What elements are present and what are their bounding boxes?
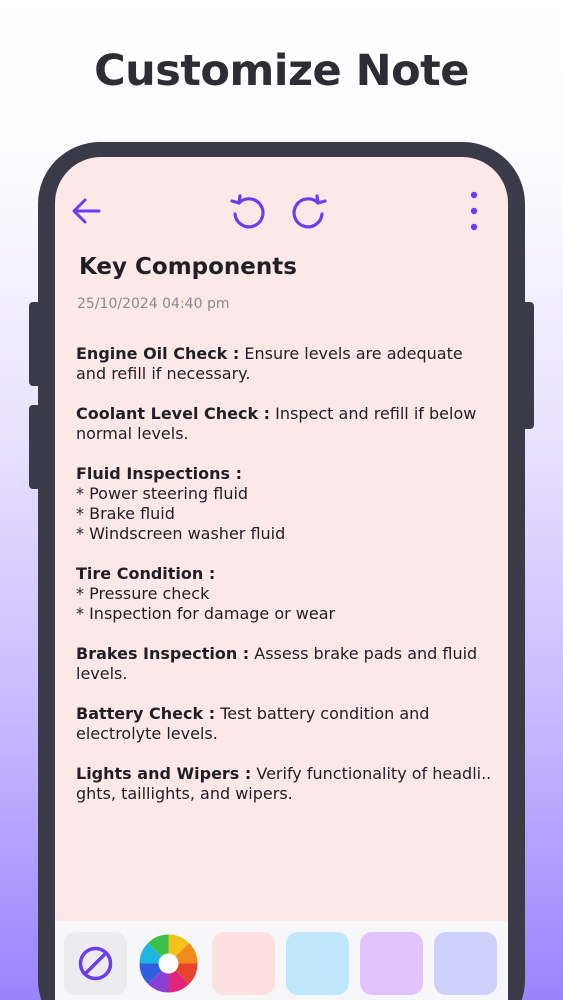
section-heading: Tire Condition :: [76, 564, 216, 583]
note-date: 25/10/2024 04:40 pm: [77, 296, 230, 312]
section-heading: Brakes Inspection :: [76, 644, 250, 663]
color-swatch-lavender[interactable]: [434, 932, 497, 995]
color-swatch-purple[interactable]: [360, 932, 423, 995]
section-heading: Battery Check :: [76, 704, 216, 723]
bullet-item: * Brake fluid: [76, 504, 175, 523]
bullet-item: * Power steering fluid: [76, 484, 249, 503]
undo-icon[interactable]: [228, 192, 268, 236]
note-title[interactable]: Key Components: [79, 254, 297, 280]
color-wheel-swatch[interactable]: [137, 932, 200, 995]
color-swatch-pink[interactable]: [212, 932, 275, 995]
no-color-icon: [64, 932, 127, 995]
promo-title: Customize Note: [94, 46, 469, 96]
note-section-battery: [76, 704, 496, 744]
section-heading: Fluid Inspections :: [76, 464, 242, 483]
section-text: Ensure levels are adequate and refill if necessary.: [76, 344, 463, 383]
note-section-coolant: [76, 404, 496, 444]
section-text: Test battery condition and electrolyte levels.: [76, 704, 430, 743]
section-text: Assess brake pads and fluid levels.: [76, 644, 478, 683]
section-heading: Engine Oil Check :: [76, 344, 240, 363]
more-vertical-icon[interactable]: [468, 191, 480, 237]
phone-frame: [38, 142, 525, 1000]
redo-icon[interactable]: [289, 192, 329, 236]
note-section-brakes: [76, 644, 496, 684]
arrow-left-icon[interactable]: [71, 195, 103, 231]
section-text: Verify functionality of headli.. ghts, taillights, and wipers.: [76, 764, 492, 803]
section-heading: Lights and Wipers :: [76, 764, 252, 783]
section-text: Inspect and refill if below normal levels.: [76, 404, 477, 443]
no-color-swatch[interactable]: [64, 932, 127, 995]
color-swatch-blue[interactable]: [286, 932, 349, 995]
note-section-fluid: [76, 464, 496, 544]
bullet-item: * Windscreen washer fluid: [76, 524, 286, 543]
note-body[interactable]: [76, 344, 496, 824]
color-wheel-icon: [137, 932, 200, 995]
note-section-lights: [76, 764, 496, 804]
color-palette-bar: [55, 921, 508, 1000]
note-section-engine-oil: [76, 344, 496, 384]
bullet-item: * Pressure check: [76, 584, 210, 603]
note-editor-screen: [55, 157, 508, 1000]
note-section-tire: [76, 564, 496, 624]
section-heading: Coolant Level Check :: [76, 404, 271, 423]
bullet-item: * Inspection for damage or wear: [76, 604, 336, 623]
